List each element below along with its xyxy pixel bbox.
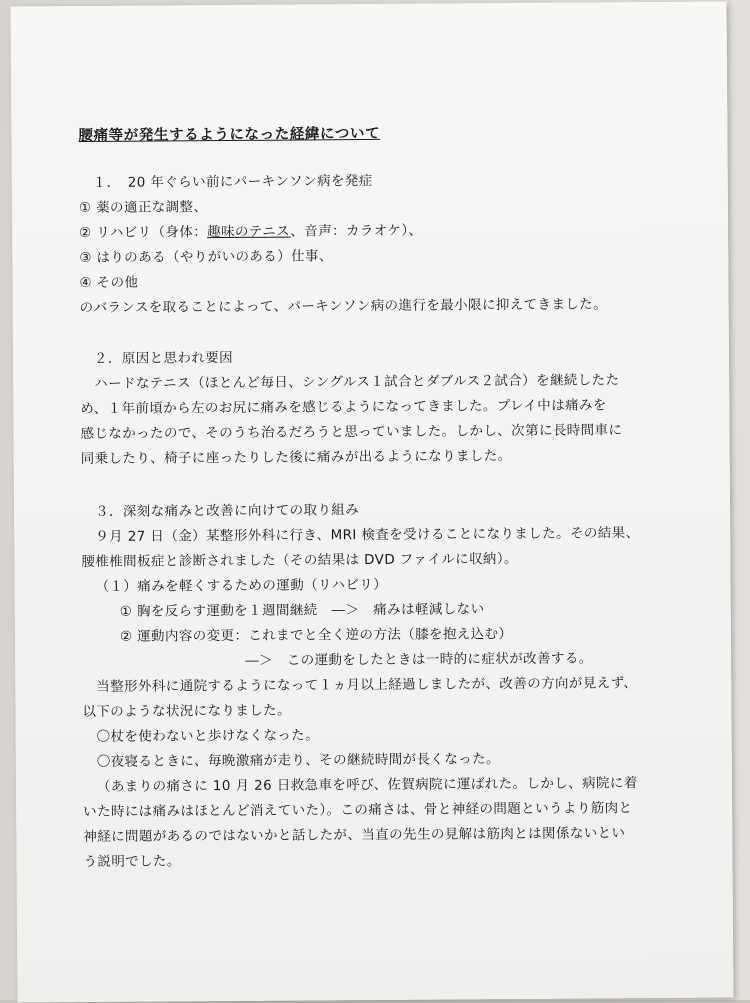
section-3 — [81, 496, 664, 875]
document-paper — [11, 2, 734, 1003]
list-item: ① 胸を反らす運動を１週間継続 ―＞ 痛みは軽減しない — [119, 601, 485, 620]
result-line: ―＞ この運動をしたときは一時的に症状が改善する。 — [245, 650, 593, 669]
underlined-text: 趣味のテニス — [207, 223, 291, 241]
section-2-heading: ２．原因と思われ要因 — [93, 349, 234, 367]
paragraph-line: め、１年前頃から左のお尻に痛みを感じるようになってきました。プレイ中は痛みを — [80, 397, 607, 418]
paragraph-line: ９月 27 日（金）某整形外科に行き、MRI 検査を受けることになりました。その結果、 — [95, 525, 640, 545]
list-item: ④ その他 — [79, 274, 139, 292]
paragraph-line: 同乗したり、椅子に座ったりした後に痛みが出るようになりました。 — [80, 448, 512, 468]
status-item: 〇杖を使わないと歩けなくなった。 — [96, 727, 320, 745]
section-1 — [79, 167, 660, 321]
list-item: ① 薬の適正な調整、 — [78, 199, 208, 217]
paragraph-line: 当整形外科に通院するようになって１ヵ月以上経過しましたが、改善の方向が見えず、 — [96, 675, 638, 695]
item-text: ② リハビリ（身体： — [79, 224, 208, 242]
section-3-heading: ３．深刻な痛みと改善に向けての取り組み — [95, 502, 360, 520]
paragraph-line: ハードなテニス（ほとんど毎日、シングルス１試合とダブルス２試合）を継続したた — [94, 372, 620, 392]
paragraph-line: （あまりの痛さに 10 月 26 日救急車を呼び、佐賀病院に運ばれた。しかし、病院に着 — [96, 775, 638, 795]
status-item: 〇夜寝るときに、毎晩激痛が走り、その継続時間が長くなった。 — [96, 751, 500, 770]
paragraph-line: いた時には痛みはほとんど消えていた）。この痛さは、骨と神経の問題というより筋肉と — [83, 800, 633, 821]
item-text: 、音声：カラオケ）、 — [290, 222, 423, 240]
section-1-heading: １． 20 年ぐらい前にパーキンソン病を発症 — [92, 172, 373, 191]
section-1-conclusion: のバランスを取ることによって、パーキンソン病の進行を最小限に抑えてきました。 — [79, 296, 608, 317]
paragraph-line: 以下のような状況になりました。 — [82, 702, 292, 721]
paragraph-line: う説明でした。 — [83, 853, 181, 871]
paragraph-line: 腰椎椎間板症と診断されました（その結果は DVD ファイルに収納）。 — [81, 550, 518, 571]
subsection-heading: （１）痛みを軽くするための運動（リハビリ） — [95, 576, 388, 595]
section-2 — [80, 343, 661, 472]
document-title: 腰痛等が発生するようになった経緯について — [78, 125, 381, 145]
paragraph-line: 感じなかったので、そのうち治るだろうと思っていました。しかし、次第に長時間車に — [80, 422, 623, 443]
document-body — [78, 120, 663, 875]
paragraph-line: 神経に問題があるのではないかと話したが、当直の先生の見解は筋肉とは関係ないとい — [83, 825, 626, 846]
list-item: ② 運動内容の変更：これまでと全く逆の方法（膝を抱え込む） — [119, 626, 513, 645]
list-item: ③ はりのある（やりがいのある）仕事、 — [79, 248, 333, 267]
